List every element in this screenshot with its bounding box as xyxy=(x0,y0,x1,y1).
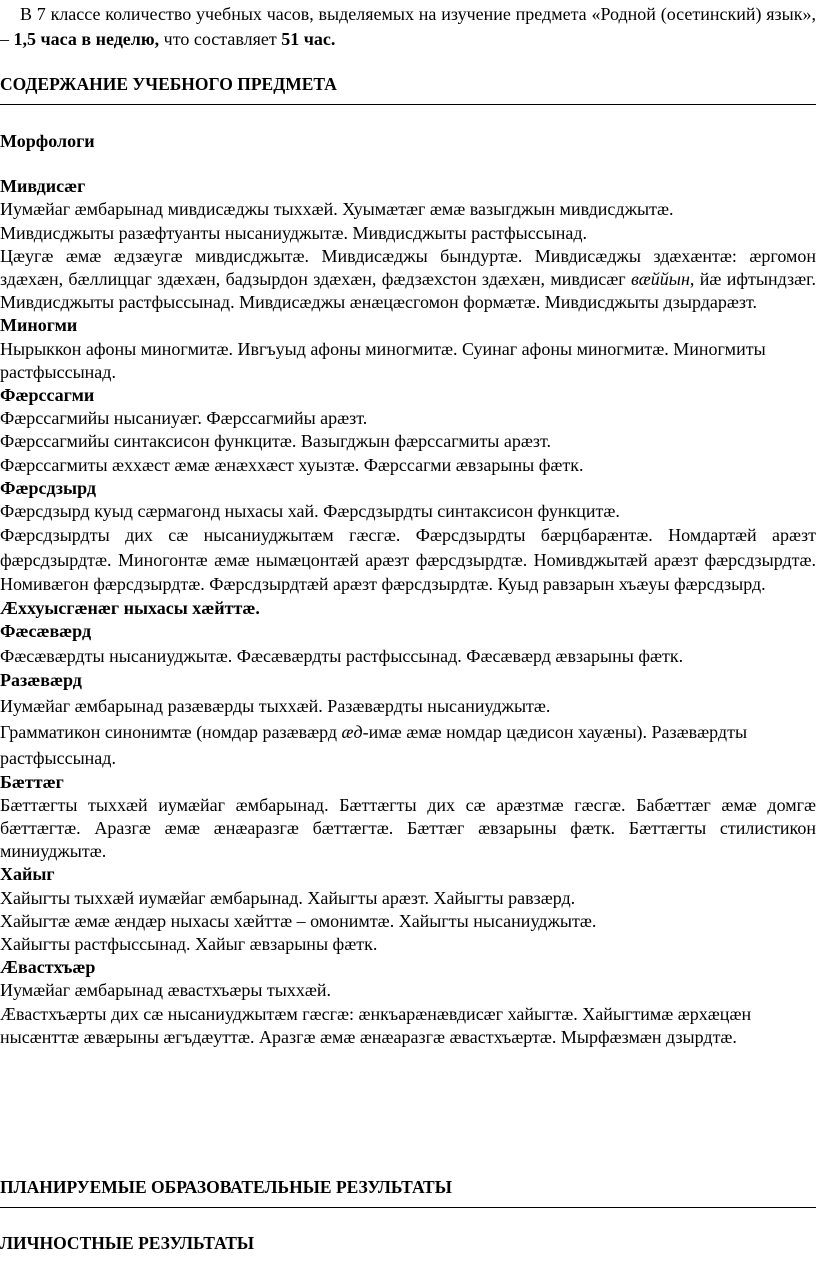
verb-section-title: Мивдисæг xyxy=(0,176,86,197)
verb-p2-after: , йæ ифтындзæг. Мивдисджыты растфыссынад. Мивдисæджы æнæцæсгомон формæтæ. Мивдисджыты дзырдарæзт. xyxy=(0,269,816,313)
conjunction-section-title: Бæттæг xyxy=(0,771,64,792)
intro-text-part1: В 7 классе количество учебных часов, выделяемых на изучение предмета «Родной (осетинский) язык», – xyxy=(0,4,816,49)
preposition-p2-before: Грамматикон синонимтæ (номдар разæвæрд xyxy=(0,721,342,742)
interjection-paragraph-2: Æвастхъæрты дих сæ нысаниуджытæм гæсгæ: æнкъарæнæвдисæг хайыгтæ. Хайыгтимæ æрхæцæн нысæнттæ æвæрыны æгъдæуттæ. Аразгæ æмæ æнæаразгæ æвастхъæртæ. Мырфæзмæн дзырдтæ. xyxy=(0,1003,752,1047)
particle-section-title: Хайыг xyxy=(0,864,55,885)
interjection-section-title: Æвастхъæр xyxy=(0,957,96,978)
preposition-p2-italic: æд xyxy=(341,721,363,742)
interjection-line-1: Иумæйаг æмбарынад æвастхъæры тыххæй. xyxy=(0,980,332,1001)
verb-line-1: Иумæйаг æмбарынад мивдисæджы тыххæй. Хуымæтæг æмæ вазыгджын мивдисджытæ. xyxy=(0,199,674,220)
adverb-paragraph-2: Фæрсдзырдты дих сæ нысаниуджытæм гæсгæ. Фæрсдзырдты бæрцбарæнтæ. Номдартæй арæзт фæрсдзырдтæ. Миногонтæ æмæ нымæцонтæй арæзт фæрсдзырдтæ. Номивджытæй арæзт фæрсдзырдтæ. Номивæгон фæрсдзырдтæ. Фæрсдзырдтæй арæзт фæрсдзырдтæ. Куыд равзарын хъæуы фæрсдзырд. xyxy=(0,525,816,595)
adverb-line-1: Фæрсдзырд куыд сæрмагонд ныхасы хай. Фæрсдзырдты синтаксисон функцитæ. xyxy=(0,501,620,522)
gerund-line-2: Фæрссагмийы синтаксисон функцитæ. Вазыгджын фæрссагмиты арæзт. xyxy=(0,431,552,452)
particle-line-2: Хайыгтæ æмæ æндæр ныхасы хæйттæ – омонимтæ. Хайыгты нысаниуджытæ. xyxy=(0,910,597,931)
preposition-line-1: Иумæйаг æмбарынад разæвæрды тыххæй. Разæвæрдты нысаниуджытæ. xyxy=(0,695,551,716)
particle-line-1: Хайыгты тыххæй иумæйаг æмбарынад. Хайыгты арæзт. Хайыгты равзæрд. xyxy=(0,887,576,908)
verb-p2-italic: вæййын xyxy=(630,269,690,290)
postposition-section-title: Фæсæвæрд xyxy=(0,621,92,642)
planned-results-rule xyxy=(0,1207,816,1208)
verb-line-2: Мивдисджыты разæфтуанты нысаниуджытæ. Мивдисджыты растфыссынад. xyxy=(0,222,588,243)
personal-results-heading: ЛИЧНОСТНЫЕ РЕЗУЛЬТАТЫ xyxy=(0,1233,255,1253)
preposition-p2-after: -имæ æмæ номдар цæдисон хауæны). Разæвæрдты растфыссынад. xyxy=(0,721,748,768)
preposition-paragraph-2 xyxy=(0,719,816,771)
verb-p2-before: Цæугæ æмæ æдзæугæ мивдисджытæ. Мивдисæджы бындуртæ. Мивдисæджы здæхæнтæ: æргомон здæхæн, бæллиццаг здæхæн, бадзырдон здæхæн, фæдзæхстон здæхæн, мивдисæг xyxy=(0,245,816,290)
gerund-line-3: Фæрссагмиты æххæст æмæ æнæххæст хуызтæ. Фæрссагми æвзарыны фæтк. xyxy=(0,454,584,475)
planned-results-heading: ПЛАНИРУЕМЫЕ ОБРАЗОВАТЕЛЬНЫЕ РЕЗУЛЬТАТЫ xyxy=(0,1177,452,1197)
intro-total-hours: 51 час. xyxy=(281,29,336,49)
intro-paragraph xyxy=(0,2,816,52)
content-heading: СОДЕРЖАНИЕ УЧЕБНОГО ПРЕДМЕТА xyxy=(0,74,337,94)
spacer xyxy=(0,153,816,175)
participle-section-title: Миногми xyxy=(0,315,78,336)
intro-text-part2: что составляет xyxy=(159,29,282,49)
intro-hours-per-week: 1,5 часа в неделю, xyxy=(13,29,160,49)
morphology-title: Морфологи xyxy=(0,131,95,151)
particle-line-3: Хайыгты растфыссынад. Хайыг æвзарыны фæтк. xyxy=(0,934,378,955)
auxiliary-parts-title: Æххуысгæнæг ныхасы хæйттæ. xyxy=(0,598,260,619)
postposition-paragraph: Фæсæвæрдты нысаниуджытæ. Фæсæвæрдты растфыссынад. Фæсæвæрд æвзарыны фæтк. xyxy=(0,646,684,667)
gerund-line-1: Фæрссагмийы нысаниуæг. Фæрссагмийы арæзт. xyxy=(0,408,368,429)
conjunction-paragraph: Бæттæгты тыххæй иумæйаг æмбарынад. Бæттæгты дих сæ арæзтмæ гæсгæ. Бабæттæг æмæ домгæ бæттæгтæ. Аразгæ æмæ æнæаразгæ бæттæгтæ. Бæттæг æвзарыны фæтк. Бæттæгты стилистикон миниуджытæ. xyxy=(0,794,816,862)
preposition-section-title: Разæвæрд xyxy=(0,670,82,691)
gerund-section-title: Фæрссагми xyxy=(0,385,95,406)
participle-paragraph: Нырыккон афоны миногмитæ. Ивгъуыд афоны миногмитæ. Суинаг афоны миногмитæ. Миногмиты растфыссынад. xyxy=(0,338,766,382)
content-heading-rule xyxy=(0,104,816,105)
content-body xyxy=(0,130,816,1049)
verb-paragraph-2 xyxy=(0,245,816,315)
adverb-section-title: Фæрсдзырд xyxy=(0,477,96,498)
